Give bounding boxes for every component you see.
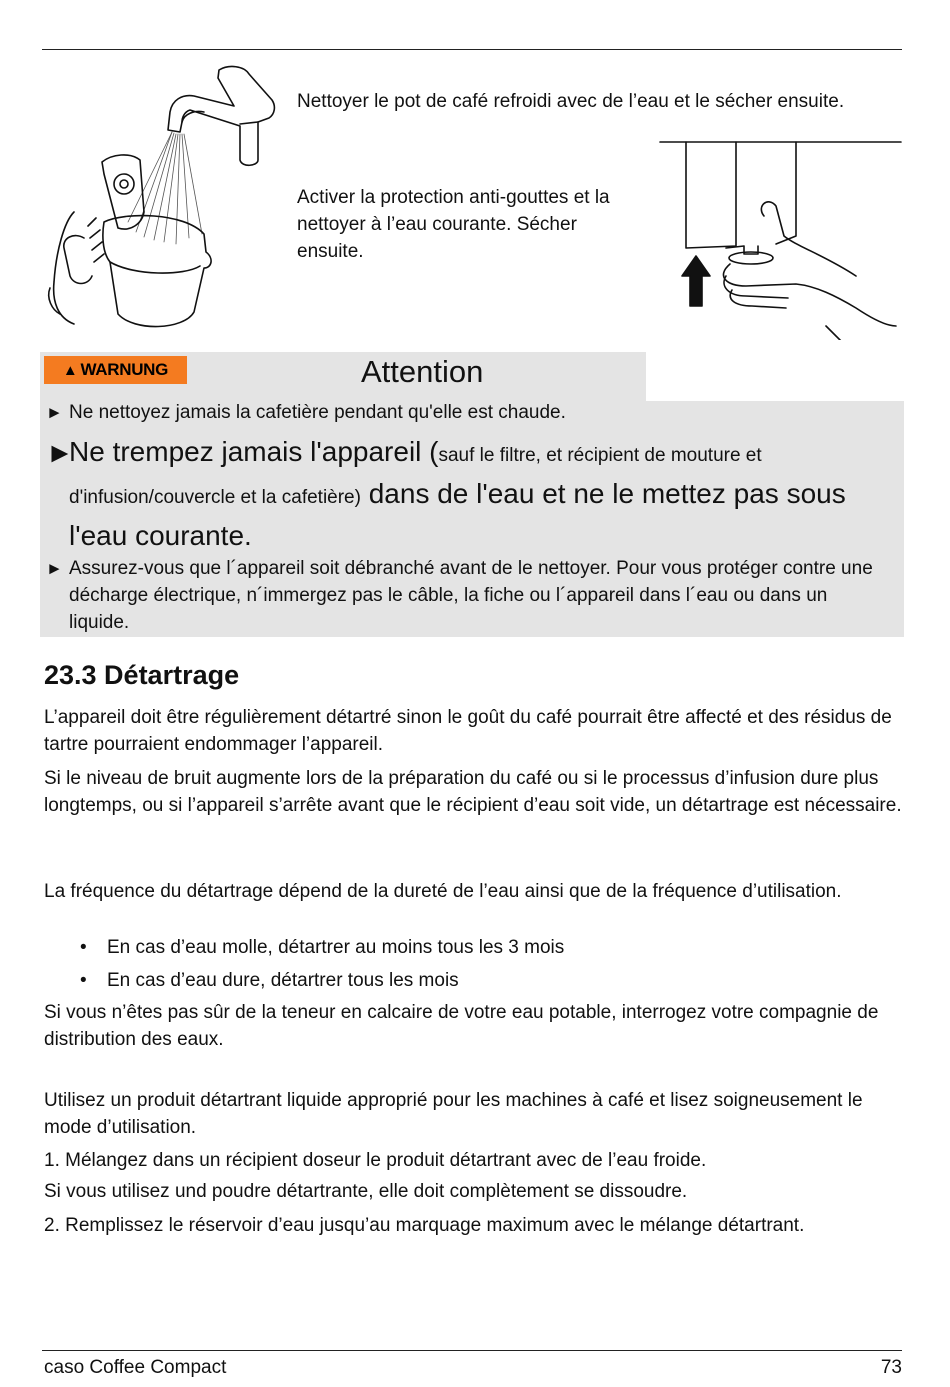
list-item: En cas d’eau molle, détartrer au moins tous les 3 mois [107,937,565,958]
warning-triangle-icon: ▲ [62,361,78,379]
warning-title: Attention [361,354,484,389]
pointer-arrow-icon: ► [46,437,74,468]
warning-box-notch [646,340,904,401]
header-rule [42,49,902,50]
paragraph-frequency: La fréquence du détartrage dépend de la dureté de l’eau ainsi que de la fréquence d’utilisation. [44,881,842,902]
drip-stop-hand-illustration [656,136,906,356]
drip-stop-text: Activer la protection anti-gouttes et la nettoyer à l’eau courante. Sécher ensuite. [297,187,610,262]
section-heading: 23.3 Détartrage [44,660,240,690]
footer-rule [42,1350,902,1351]
faucet-carafe-illustration [44,62,284,337]
step-2: 2. Remplissez le réservoir d’eau jusqu’au marquage maximum avec le mélange détartrant. [44,1215,805,1236]
pointer-arrow-icon: ► [46,559,63,578]
paragraph-descaling-regular: L’appareil doit être régulièrement détartré sinon le goût du café pourrait être affecté et des résidus de tartre pourraient endommager l’appareil. [44,707,892,755]
list-item: En cas d’eau dure, détartrer tous les mois [107,970,459,991]
warning-item-immerse-a: Ne trempez jamais l'appareil ( [69,436,439,467]
pointer-arrow-icon: ► [46,403,63,422]
warning-badge [44,356,187,384]
warning-item-unplug: Assurez-vous que l´appareil soit débranché avant de le nettoyer. Pour vous protéger contre une décharge électrique, n´immergez pas le câble, la fiche ou l´appareil dans l´eau ou dans un liquide. [69,558,873,633]
page-number: 73 [880,1357,902,1378]
warning-item-immerse [69,433,899,559]
paragraph-water-hardness: Si vous n’êtes pas sûr de la teneur en calcaire de votre eau potable, interrogez votre compagnie de distribution des eaux. [44,1002,879,1050]
footer-product-name: caso Coffee Compact [44,1357,227,1378]
clean-pot-text: Nettoyer le pot de café refroidi avec de l’eau et le sécher ensuite. [297,91,845,112]
warning-item-immerse-b: sauf le filtre, et récipient de mouture et d'infusion/couvercle et la cafetière) [69,445,762,508]
bullet-dot-icon: • [80,937,87,958]
paragraph-product: Utilisez un produit détartrant liquide approprié pour les machines à café et lisez soigneusement le mode d’utilisation. [44,1090,863,1138]
bullet-dot-icon: • [80,970,87,991]
warning-item-immerse-c: dans de l'eau et ne le mettez pas sous l'eau courante. [69,478,846,551]
warning-item-hot: Ne nettoyez jamais la cafetière pendant qu'elle est chaude. [69,402,566,423]
step-1: 1. Mélangez dans un récipient doseur le produit détartrant avec de l’eau froide. [44,1150,707,1171]
warning-badge-label: WARNUNG [80,360,169,379]
paragraph-powder: Si vous utilisez und poudre détartrante, elle doit complètement se dissoudre. [44,1181,688,1202]
paragraph-noise: Si le niveau de bruit augmente lors de la préparation du café ou si le processus d’infusion dure plus longtemps, ou si l’appareil s’arrête avant que le récipient d’eau soit vide, un détartrage est nécessaire. [44,768,902,816]
